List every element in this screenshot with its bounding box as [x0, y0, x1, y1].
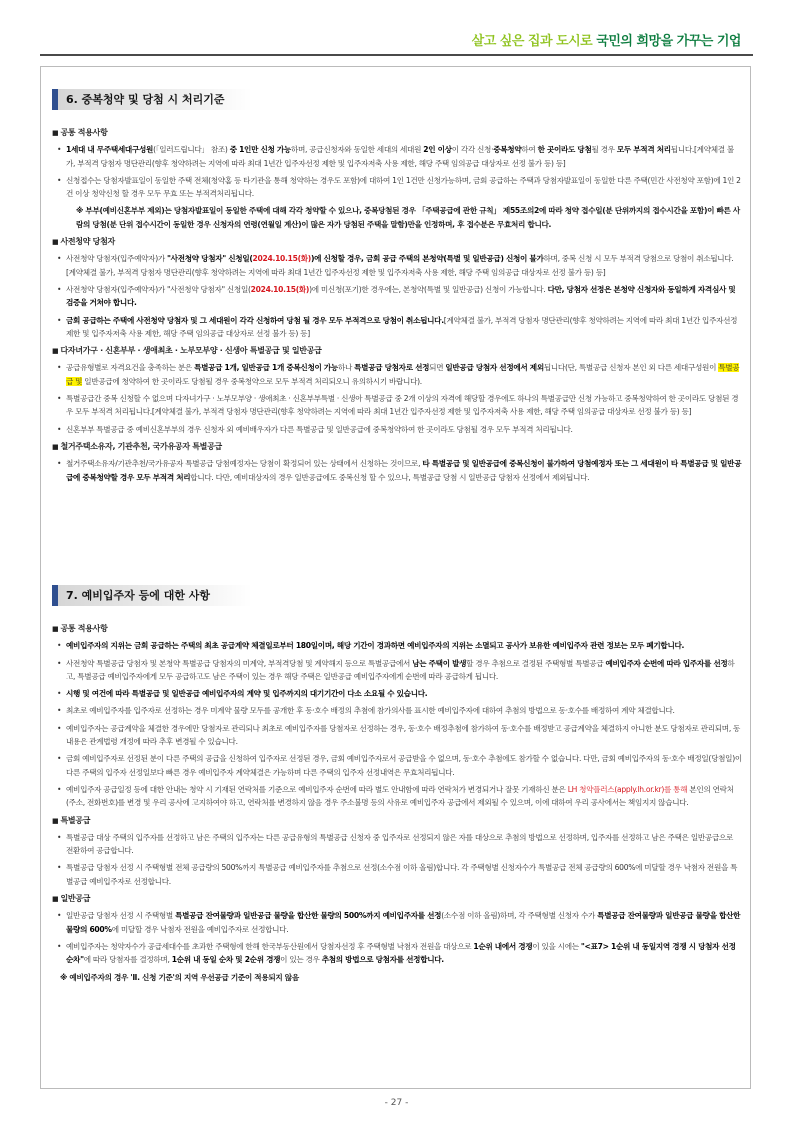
section-7-content — [52, 618, 742, 988]
header-divider — [40, 54, 753, 56]
list-item: • 예비입주자의 지위는 금회 공급하는 주택의 최초 공급계약 체결일로부터 180일이며, 해당 기간이 경과하면 예비입주자의 지위는 소멸되고 공사가 보유한 예비입주자 관련 정보는 모두 폐기합니다. — [52, 639, 742, 652]
subheading-common: ■ 공통 적용사항 — [52, 126, 742, 140]
subheading-special: ■ 특별공급 — [52, 814, 742, 828]
list-item: • 시행 및 여건에 따라 특별공급 및 일반공급 예비입주자의 계약 및 입주까지의 대기기간이 다소 소요될 수 있습니다. — [52, 687, 742, 700]
list-item: • 금회 예비입주자로 선정된 분이 다른 주택의 공급을 신청하여 입주자로 선정된 경우, 금회 예비입주자로서 공급받을 수 없으며, 동·호수 추첨에도 참가할 수 없습니다. 다만, 금회 예비입주자의 동·호수 배정일(당첨일)이 다른 주택의 입주자 선정일보다 빠른 경우 예비입주자 계약체결은 가능하며 다른 주택의 입주자 선정내역은 무효처리됩니다. — [52, 752, 742, 779]
subheading-general: ■ 일반공급 — [52, 892, 742, 906]
list-item: • 사전청약 당첨자(입주예약자)가 "사전청약 당첨자" 신청일(2024.10.15(화))에 신청할 경우, 금회 공급 주택의 본청약(특별 및 일반공급) 신청이 불가하며, 중복 신청 시 모두 부적격 당첨으로 당첨이 취소됩니다.[계약체결 불가, 부적격 당첨자 명단관리(향후 청약하려는 지역에 따라 최대 1년간 입주자선정 제한 및 입주자저축 사용 제한, 해당 주택 임의공급 대상자로 선정 불가 등) 등] — [52, 252, 742, 279]
subheading-demolition-owner: ■ 철거주택소유자, 기관추천, 국가유공자 특별공급 — [52, 440, 742, 454]
section-7-title: 7. 예비입주자 등에 대한 사항 — [52, 585, 252, 606]
list-item: • 예비입주자는 청약자수가 공급세대수를 초과한 주택형에 한해 한국부동산원에서 당첨자선정 후 주택형별 낙첨자 전원을 대상으로 1순위 내에서 경쟁이 있을 시에는 "<표7> 1순위 내 동일지역 경쟁 시 당첨자 선정순차"에 따라 당첨자를 결정하며, 1순위 내 동일 순차 및 2순위 경쟁이 있는 경우 추첨의 방법으로 당첨자를 선정합니다. — [52, 940, 742, 967]
list-item: • 일반공급 당첨자 선정 시 주택형별 특별공급 잔여물량과 일반공급 물량을 합산한 물량의 500%까지 예비입주자를 선정(소수점 이하 올림)하며, 각 주택형별 신청자 수가 특별공급 잔여물량과 일반공급 물량을 합산한 물량의 600%에 미달할 경우 낙첨자 전원을 예비입주자로 선정합니다. — [52, 909, 742, 936]
list-item: • 예비입주자는 공급계약을 체결한 경우에만 당첨자로 관리되나 최초로 예비입주자를 당첨자로 선정하는 경우, 동·호수 배정추첨에 참가하여 동·호수를 배정받고 공급계약을 체결하지 아니한 분도 당첨자로 관리되며, 동 내용은 관계법령 개정에 따라 추후 변경될 수 있습니다. — [52, 722, 742, 749]
list-item: • 사전청약 특별공급 당첨자 및 본청약 특별공급 당첨자의 미계약, 부적격당첨 및 계약해지 등으로 특별공급에서 남는 주택이 발생할 경우 추첨으로 결정된 주택형별 특별공급 예비입주자 순번에 따라 입주자를 선정하고, 특별공급 예비입주자에게 모두 공급하고도 남은 주택이 있는 경우 해당 주택은 일반공급 예비입주자에게 순번에 따라 공급하게 됩니다. — [52, 657, 742, 684]
lh-apply-link[interactable]: LH 청약플러스(apply.lh.or.kr)를 통해 — [567, 784, 688, 794]
list-item: • 신혼부부 특별공급 중 예비신혼부부의 경우 신청자 외 예비배우자가 다른 특별공급 및 일반공급에 중복청약하여 한 곳이라도 당첨될 경우 모두 부적격 처리됩니다. — [52, 423, 742, 436]
list-item: • 특별공급 대상 주택의 입주자를 선정하고 남은 주택의 입주자는 다른 공급유형의 특별공급 신청자 중 입주자로 선정되지 않은 자를 대상으로 추첨의 방법으로 선정하며, 입주자를 선정하고 남은 주택은 일반공급으로 전환하여 공급합니다. — [52, 831, 742, 858]
list-item: • 철거주택소유자/기관추천/국가유공자 특별공급 당첨예정자는 당첨이 확정되어 있는 상태에서 신청하는 것이므로, 타 특별공급 및 일반공급에 중복신청이 불가하여 당첨예정자 또는 그 세대원이 타 특별공급 및 일반공급에 중복청약할 경우 모두 부적격 처리합니다. 다만, 예비대상자의 경우 일반공급에도 중복신청 할 수 있으나, 특별공급 당첨 시 일반공급 당첨자 선정에서 제외됩니다. — [52, 457, 742, 484]
note: ※ 부부(예비신혼부부 제외)는 당첨자발표일이 동일한 주택에 대해 각각 청약할 수 있으나, 중복당첨된 경우 「주택공급에 관한 규칙」 제55조의2에 따라 청약 접수일(분 단위까지의 접수시간을 포함)이 빠른 사람의 당첨(분 단위 접수시간이 동일한 경우 신청자의 연령(연월일 계산)이 많은 자가 당첨된 주택을 말함)만을 인정하며, 후 접수분은 무효처리 합니다. — [76, 206, 740, 229]
page-number: - 27 - — [384, 1098, 409, 1108]
list-item: • 특별공급 당첨자 선정 시 주택형별 전체 공급량의 500%까지 특별공급 예비입주자를 추첨으로 선정(소수점 이하 올림)합니다. 각 주택형별 신청자수가 특별공급 전체 공급량의 600%에 미달할 경우 낙첨자 전원을 특별공급 예비입주자로 선정합니다. — [52, 861, 742, 888]
list-item: • 1세대 내 무주택세대구성원(「일러드립니다」 참조) 중 1인만 신청 가능하며, 공급신청자와 동일한 세대의 세대원 2인 이상이 각각 신청·중복청약하여 한 곳이라도 당첨될 경우 모두 부적격 처리됩니다.[계약체결 불가, 부적격 당첨자 명단관리(향후 청약하려는 지역에 따라 최대 1년간 입주자선정 제한 및 입주자저축 사용 제한, 해당 주택 임의공급 대상자로 선정 불가 등) 등] — [52, 143, 742, 170]
subheading-special-general: ■ 다자녀가구 · 신혼부부 · 생애최초 · 노부모부양 · 신생아 특별공급 및 일반공급 — [52, 344, 742, 358]
subheading-common: ■ 공통 적용사항 — [52, 622, 742, 636]
list-item: • 공급유형별로 자격요건을 충족하는 분은 특별공급 1개, 일반공급 1개 중복신청이 가능하나 특별공급 당첨자로 선정되면 일반공급 당첨자 선정에서 제외됩니다(단, 특별공급 신청자 본인 외 다른 세대구성원이 특별공급 및 일반공급에 청약하여 한 곳이라도 당첨될 경우 중복청약으로 모두 부적격 처리되오니 유의하시기 바랍니다). — [52, 361, 742, 388]
note: ※ 예비입주자의 경우 'Ⅱ. 신청 기준'의 지역 우선공급 기준이 적용되지 않음 — [60, 972, 299, 982]
list-item: • 사전청약 당첨자(입주예약자)가 "사전청약 당첨자" 신청일(2024.10.15(화))에 미신청(포기)한 경우에는, 본청약(특별 및 일반공급) 신청이 가능합니다. 다만, 당첨자 선정은 본청약 신청자와 동일하게 자격심사 및 검증을 거쳐야 합니다. — [52, 283, 742, 310]
list-item: • 최초로 예비입주자를 입주자로 선정하는 경우 미계약 물량 모두를 공개한 후 동·호수 배정의 추첨에 참가의사를 표시한 예비입주자에 대하여 추첨의 방법으로 동·호수를 배정하여 계약 체결합니다. — [52, 704, 742, 717]
list-item: • 특별공급간 중복 신청할 수 없으며 다자녀가구 · 노부모부양 · 생애최초 · 신혼부부특별 · 신생아 특별공급 중 2개 이상의 자격에 해당할 경우에도 하나의 특별공급만 신청 가능하고 중복청약하여 한 곳이라도 당첨된 경우 모두 부적격 처리됩니다.[계약체결 불가, 부적격 당첨자 명단관리(향후 청약하려는 지역에 따라 최대 1년간 입주자선정 제한 및 입주자저축 사용 제한, 해당 주택 임의공급 대상자로 선정 불가 등) 등] — [52, 392, 742, 419]
section-6-content — [52, 122, 742, 488]
list-item: • 신청접수는 당첨자발표일이 동일한 주택 전체(청약홈 등 타기관을 통해 청약하는 경우도 포함)에 대하여 1인 1건만 신청가능하며, 금회 공급하는 주택과 당첨자발표일이 동일한 다른 주택(민간 사전청약 포함)에 1인 2건 이상 청약신청 할 경우 모두 무효 또는 부적격처리됩니다. — [52, 174, 742, 201]
list-item: • 예비입주자 공급일정 등에 대한 안내는 청약 시 기재된 연락처를 기준으로 예비입주자 순번에 따라 별도 안내함에 따라 연락처가 변경되거나 잘못 기재하신 분은 LH 청약플러스(apply.lh.or.kr)를 통해 본인의 연락처(주소, 전화번호)를 변경 및 우리 공사에 고지하여야 하고, 연락처를 변경하지 않음 경우 주소불명 등의 사유로 예비입주자 공급에서 제외될 수 있으며, 이에 대하여 우리 공사에서는 책임지지 않습니다. — [52, 783, 742, 810]
list-item: • 금회 공급하는 주택에 사전청약 당첨자 및 그 세대원이 각각 신청하여 당첨 될 경우 모두 부적격으로 당첨이 취소됩니다.[계약체결 불가, 부적격 당첨자 명단관리(향후 청약하려는 지역에 따라 최대 1년간 입주자선정 제한 및 입주자저축 사용 제한, 해당 주택 임의공급 대상자로 선정 불가 등) 등] — [52, 314, 742, 341]
subheading-pre-subscription: ■ 사전청약 당첨자 — [52, 235, 742, 249]
header-slogan: 살고 싶은 집과 도시로 국민의 희망을 가꾸는 기업 — [471, 34, 741, 49]
section-6-title: 6. 중복청약 및 당첨 시 처리기준 — [52, 89, 252, 110]
